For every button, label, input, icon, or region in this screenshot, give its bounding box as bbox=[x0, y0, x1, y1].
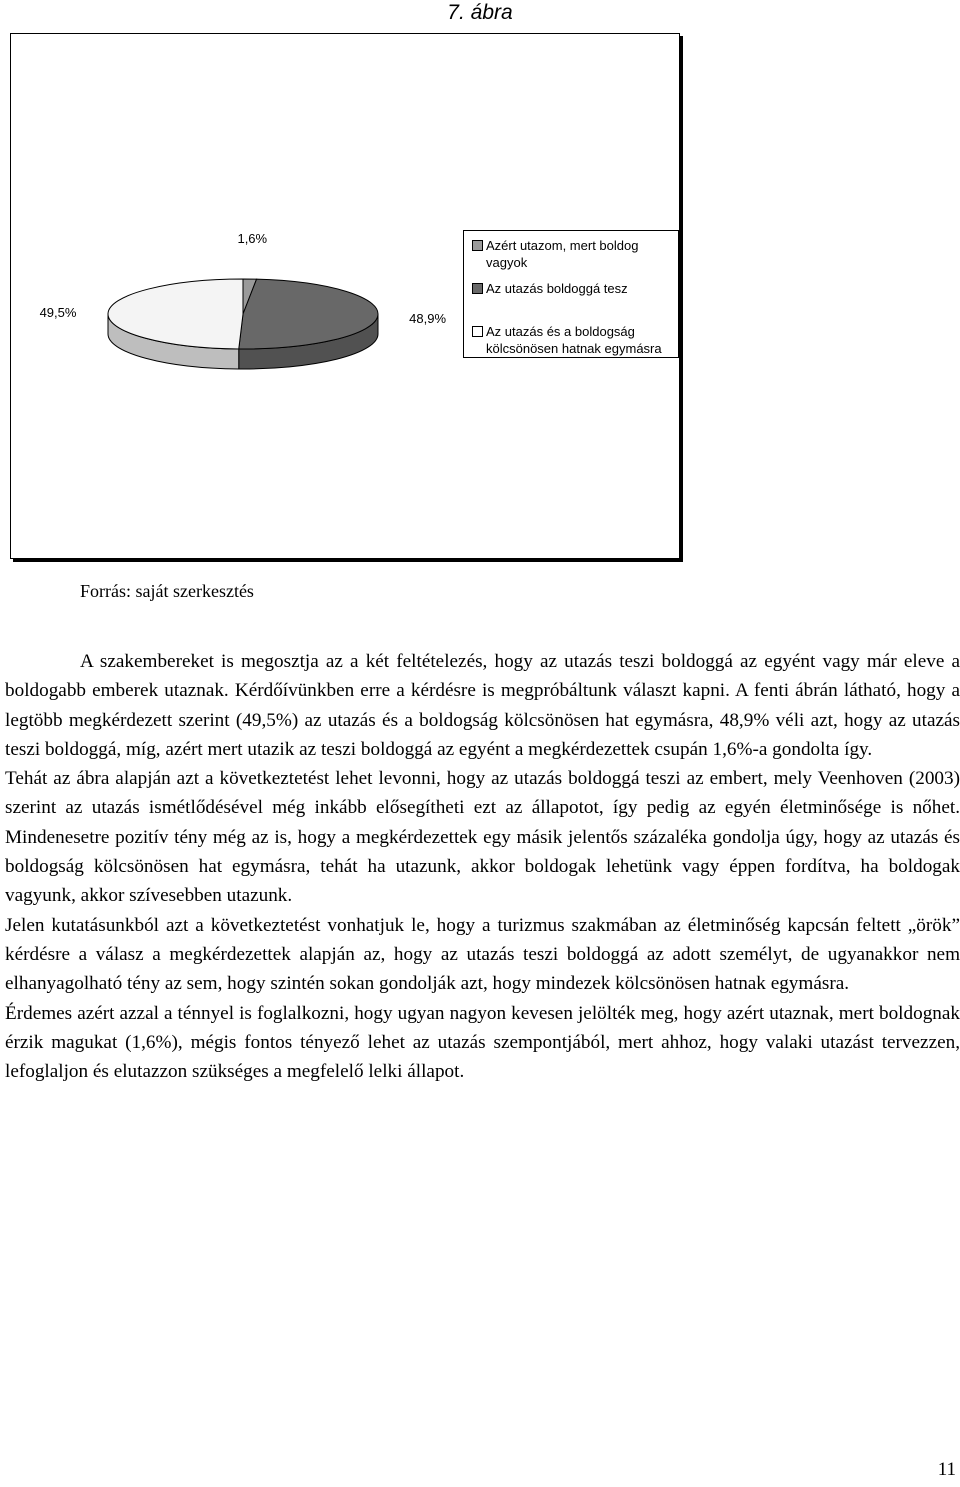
body-text bbox=[5, 647, 960, 1086]
chart-legend bbox=[463, 230, 679, 358]
paragraph: Érdemes azért azzal a ténnyel is foglalkozni, hogy ugyan nagyon kevesen jelölték meg, hogy azért utaznak, mert boldognak érzik magukat (1,6%), mégis fontos tényező lehet az utazás szempontjából, mert ahhoz, hogy valaki utazást tervezzen, lefoglaljon és elutazzon szükséges a megfelelő lelki állapot. bbox=[5, 1002, 960, 1083]
legend-label: Az utazás boldoggá tesz bbox=[486, 281, 628, 296]
paragraph: Tehát az ábra alapján azt a következtetést lehet levonni, hogy az utazás boldoggá teszi az embert, mely Veenhoven (2003) szerint az utazás ismétlődésével még inkább elősegítheti ezt az állapotot, így pedig az egyén életminősége is nőhet. Mindenesetre pozitív tény még az is, hogy a megkérdezettek egy másik jelentős százaléka gondolja úgy, hogy az utazás és boldogság kölcsönösen hat egymásra, tehát ha utazunk, akkor boldogak lehetünk vagy éppen fordítva, ha boldogak vagyunk, akkor szívesebben utazunk. bbox=[5, 768, 960, 907]
legend-label: Azért utazom, mert boldog vagyok bbox=[486, 238, 639, 270]
paragraph: A szakembereket is megosztja az a két feltételezés, hogy az utazás teszi boldoggá az egyént vagy már eleve a boldogabb emberek utaznak. Kérdőívünkben erre a kérdésre is megpróbáltunk választ kapni. A fenti ábrán látható, hogy a legtöbb megkérdezett szerint (49,5%) az utazás és a boldogság kölcsönösen hat egymásra, 48,9% véli azt, hogy az utazás teszi boldoggá, míg, azért mert utazik az teszi boldoggá az egyént a megkérdezettek csupán 1,6%-a gondolta így. bbox=[5, 651, 960, 760]
pie-data-label: 1,6% bbox=[237, 231, 268, 247]
pie-tops bbox=[108, 279, 378, 349]
source-note: Forrás: saját szerkesztés bbox=[80, 581, 254, 601]
pie-data-label: 48,9% bbox=[409, 310, 447, 326]
legend-swatch bbox=[472, 326, 483, 337]
chart-frame bbox=[10, 33, 680, 559]
paragraph: Jelen kutatásunkból azt a következtetést vonhatjuk le, hogy a turizmus szakmában az életminőség kapcsán feltett „örök” kérdésre a válasz a megkérdezettek alapján az, hogy az utazás teszi boldoggá az adott személyt, de ugyanakkor nem elhanyagolható tény az sem, hogy szintén sokan gondolják azt, hogy mindezek kölcsönösen hatnak egymásra. bbox=[5, 914, 960, 995]
legend-swatch bbox=[472, 240, 483, 251]
pie-data-label: 49,5% bbox=[39, 304, 77, 320]
page-number: 11 bbox=[937, 1459, 956, 1480]
legend-swatch bbox=[472, 283, 483, 294]
figure-title: 7. ábra bbox=[447, 1, 513, 24]
legend-label: Az utazás és a boldogság kölcsönösen hatnak egymásra bbox=[486, 324, 662, 356]
